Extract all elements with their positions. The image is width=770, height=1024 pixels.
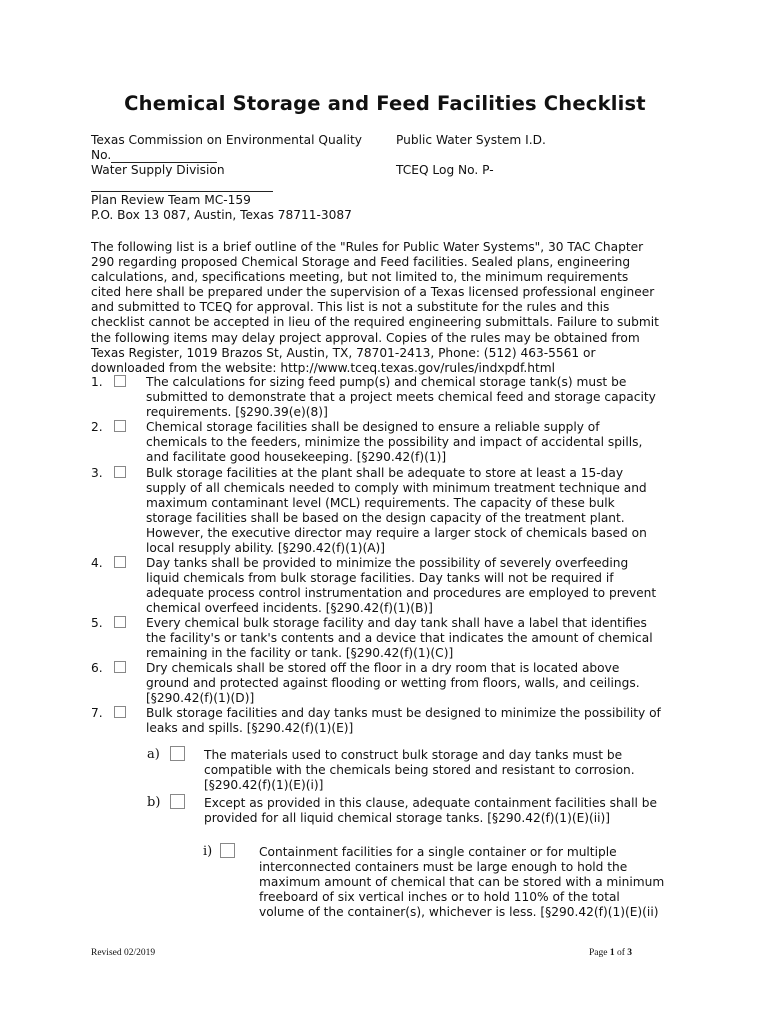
page-title: Chemical Storage and Feed Facilities Checklist xyxy=(124,92,646,115)
item-line: Except as provided in this clause, adequate containment facilities shall be xyxy=(204,796,658,810)
item-line: provided for all liquid chemical storage tanks. [§290.42(f)(1)(E)(ii)] xyxy=(204,811,611,826)
division-name: Water Supply Division xyxy=(91,163,225,177)
item-line: Dry chemicals shall be stored off the floor in a dry room that is located above xyxy=(146,661,620,675)
item-7-checkbox[interactable] xyxy=(114,706,126,718)
intro-line: 290 regarding proposed Chemical Storage and Feed facilities. Sealed plans, engineering xyxy=(91,255,631,270)
intro-line: calculations, and, specifications meeting, but not limited to, the minimum requirements xyxy=(91,270,629,285)
item-line: However, the executive director may require a larger stock of chemicals based on xyxy=(146,526,647,541)
subitem-label: b) xyxy=(147,795,161,810)
item-line: Bulk storage facilities at the plant shall be adequate to store at least a 15-day xyxy=(146,466,624,480)
item-5-checkbox[interactable] xyxy=(114,616,126,628)
item-line: requirements. [§290.39(e)(8)] xyxy=(146,405,328,420)
page-indicator xyxy=(589,948,632,958)
page-of: of xyxy=(616,948,625,958)
item-line: Chemical storage facilities shall be designed to ensure a reliable supply of xyxy=(146,420,600,434)
item-2-checkbox[interactable] xyxy=(114,420,126,432)
item-line: interconnected containers must be large enough to hold the xyxy=(259,860,628,875)
item-number: 4. xyxy=(91,556,103,570)
item-3-text xyxy=(146,466,647,557)
item-line: ground and protected against flooding or wetting from floors, walls, and ceilings. xyxy=(146,676,640,691)
revision-date: Revised 02/2019 xyxy=(91,948,156,958)
signature-line xyxy=(91,191,273,192)
page-total: 3 xyxy=(627,948,633,958)
item-line: Every chemical bulk storage facility and day tank shall have a label that identifies xyxy=(146,616,647,630)
item-line: submitted to demonstrate that a project meets chemical feed and storage capacity xyxy=(146,390,656,405)
item-line: The materials used to construct bulk storage and day tanks must be xyxy=(204,748,623,762)
item-line: maximum contaminant level (MCL) requirements. The capacity of these bulk xyxy=(146,496,615,511)
item-1-checkbox[interactable] xyxy=(114,375,126,387)
item-line: and facilitate good housekeeping. [§290.42(f)(1)] xyxy=(146,450,447,465)
intro-line: The following list is a brief outline of the "Rules for Public Water Systems", 30 TAC Chapter xyxy=(91,240,644,254)
item-line: [§290.42(f)(1)(E)(i)] xyxy=(204,778,324,793)
intro-line: checklist cannot be accepted in lieu of the required engineering submittals. Failure to submit xyxy=(91,315,659,330)
item-6-text xyxy=(146,661,640,706)
intro-line: cited here shall be prepared under the supervision of a Texas licensed professional engineer xyxy=(91,285,655,300)
item-line: local resupply ability. [§290.42(f)(1)(A)] xyxy=(146,541,386,556)
item-line: the facility's or tank's contents and a device that indicates the amount of chemical xyxy=(146,631,653,646)
item-1-text xyxy=(146,375,656,420)
item-2-text xyxy=(146,420,642,465)
intro-line: downloaded from the website: http://www.tceq.texas.gov/rules/indxpdf.html xyxy=(91,360,556,375)
item-line: remaining in the facility or tank. [§290.42(f)(1)(C)] xyxy=(146,646,454,661)
item-6-checkbox[interactable] xyxy=(114,661,126,673)
item-number: 2. xyxy=(91,420,103,434)
item-line: The calculations for sizing feed pump(s) and chemical storage tank(s) must be xyxy=(146,375,627,389)
item-line: Day tanks shall be provided to minimize the possibility of severely overfeeding xyxy=(146,556,629,570)
item-line: maximum amount of chemical that can be stored with a minimum xyxy=(259,875,665,890)
intro-line: Texas Register, 1019 Brazos St, Austin, TX, 78701-2413, Phone: (512) 463-5561 or xyxy=(91,345,596,360)
intro-line: and submitted to TCEQ for approval. This list is not a substitute for the rules and this xyxy=(91,300,610,315)
item-line: storage facilities shall be based on the design capacity of the treatment plant. xyxy=(146,511,625,526)
mailing-address: P.O. Box 13 087, Austin, Texas 78711-3087 xyxy=(91,208,352,222)
subitem-i-text xyxy=(259,845,664,920)
item-line: Containment facilities for a single container or for multiple xyxy=(259,845,617,859)
subitem-a-checkbox[interactable] xyxy=(170,746,185,761)
item-4-text xyxy=(146,556,656,616)
agency-name: Texas Commission on Environmental Quality xyxy=(91,133,362,147)
item-line: liquid chemicals from bulk storage facilities. Day tanks will not be required if xyxy=(146,571,614,586)
no-blank-line[interactable] xyxy=(111,150,217,163)
page-word: Page xyxy=(589,948,608,958)
item-line: freeboard of six vertical inches or to hold 110% of the total xyxy=(259,890,620,905)
item-line: [§290.42(f)(1)(D)] xyxy=(146,691,255,706)
subitem-i-checkbox[interactable] xyxy=(220,843,235,858)
item-line: compatible with the chemicals being stored and resistant to corrosion. xyxy=(204,763,635,778)
item-5-text xyxy=(146,616,653,661)
item-line: volume of the container(s), whichever is less. [§290.42(f)(1)(E)(ii) xyxy=(259,905,659,920)
item-number: 7. xyxy=(91,706,103,720)
item-number: 1. xyxy=(91,375,103,389)
item-3-checkbox[interactable] xyxy=(114,466,126,478)
item-number: 5. xyxy=(91,616,103,630)
tceq-log-label: TCEQ Log No. P- xyxy=(396,163,494,177)
subitem-b-text xyxy=(204,796,657,826)
item-4-checkbox[interactable] xyxy=(114,556,126,568)
subitem-a-text xyxy=(204,748,635,793)
intro-paragraph xyxy=(91,240,691,376)
no-field xyxy=(91,148,217,163)
review-team: Plan Review Team MC-159 xyxy=(91,193,251,207)
page-current: 1 xyxy=(609,948,615,958)
item-line: leaks and spills. [§290.42(f)(1)(E)] xyxy=(146,721,354,736)
no-label: No. xyxy=(91,148,112,162)
subitem-label: a) xyxy=(147,747,160,762)
subsubitem-label: i) xyxy=(203,844,213,859)
item-line: chemical overfeed incidents. [§290.42(f)(1)(B)] xyxy=(146,601,433,616)
pws-id-label: Public Water System I.D. xyxy=(396,133,546,147)
item-line: supply of all chemicals needed to comply with minimum treatment technique and xyxy=(146,481,647,496)
item-line: adequate process control instrumentation and procedures are employed to prevent xyxy=(146,586,657,601)
item-number: 3. xyxy=(91,466,103,480)
intro-line: the following items may delay project approval. Copies of the rules may be obtained from xyxy=(91,330,640,345)
item-line: chemicals to the feeders, minimize the possibility and impact of accidental spills, xyxy=(146,435,643,450)
subitem-b-checkbox[interactable] xyxy=(170,794,185,809)
item-line: Bulk storage facilities and day tanks must be designed to minimize the possibility of xyxy=(146,706,661,720)
item-7-text xyxy=(146,706,661,736)
item-number: 6. xyxy=(91,661,103,675)
